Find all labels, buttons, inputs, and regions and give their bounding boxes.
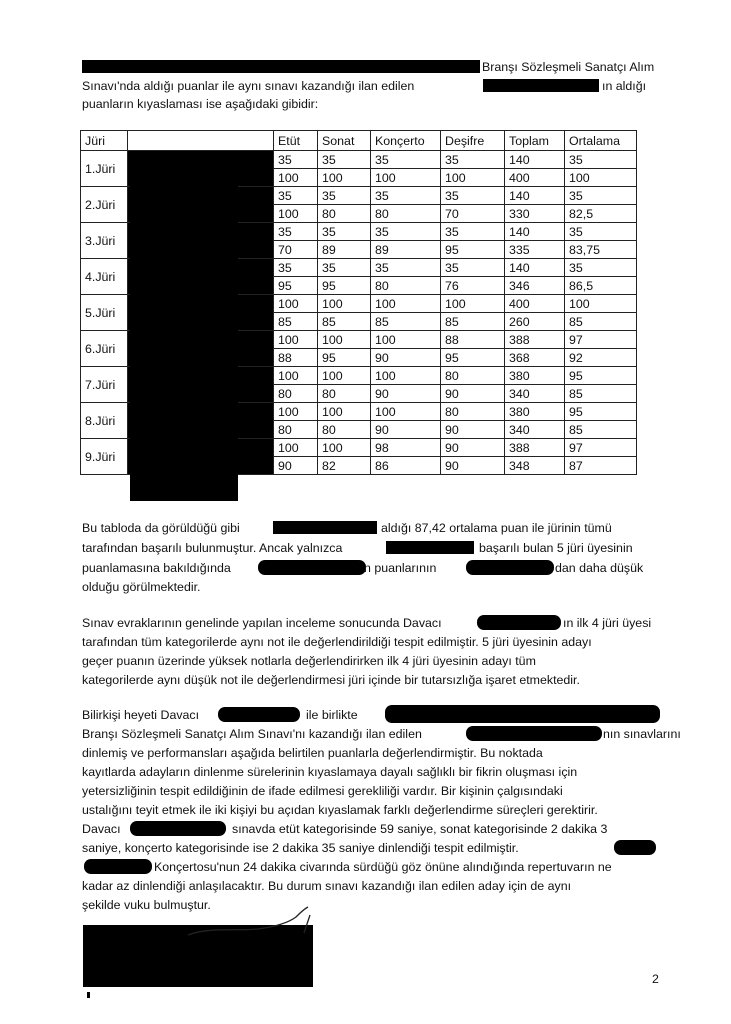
table-header-row: [81, 131, 637, 151]
redaction-block: [483, 79, 599, 92]
score-cell-ortalama: 87: [565, 457, 637, 475]
header-juror: Jüri: [81, 131, 128, 151]
score-cell-desifre: 90: [441, 385, 505, 403]
score-cell-toplam: 388: [505, 439, 565, 457]
redaction-block: [614, 840, 656, 855]
p1-line-1b: aldığı 87,42 ortalama puan ile jürinin tümü: [381, 521, 612, 535]
score-cell-concerto: 35: [371, 151, 441, 169]
juror-label: 2.Jüri: [81, 187, 128, 223]
score-cell-concerto: 35: [371, 187, 441, 205]
score-cell-sonat: 89: [318, 241, 371, 259]
score-cell-desifre: 95: [441, 241, 505, 259]
score-cell-desifre: 85: [441, 313, 505, 331]
score-cell-etut: 35: [274, 187, 318, 205]
score-cell-desifre: 95: [441, 349, 505, 367]
score-cell-toplam: 400: [505, 169, 565, 187]
score-cell-concerto: 80: [371, 205, 441, 223]
score-cell-ortalama: 85: [565, 385, 637, 403]
score-cell-etut: 100: [274, 205, 318, 223]
p1-line-3c: dan daha düşük: [555, 561, 644, 575]
p1-line-2b: başarılı bulan 5 jüri üyesinin: [479, 541, 633, 555]
p3-line-11: şekilde vuku bulmuştur.: [82, 898, 211, 912]
score-cell-toplam: 335: [505, 241, 565, 259]
score-cell-desifre: 80: [441, 403, 505, 421]
intro-line-3: puanların kıyaslaması ise aşağıdaki gibidir:: [82, 97, 319, 111]
score-cell-toplam: 368: [505, 349, 565, 367]
score-cell-toplam: 346: [505, 277, 565, 295]
score-cell-sonat: 100: [318, 331, 371, 349]
score-cell-toplam: 400: [505, 295, 565, 313]
juror-label: 9.Jüri: [81, 439, 128, 475]
score-cell-toplam: 348: [505, 457, 565, 475]
page-number: 2: [652, 972, 659, 986]
score-cell-desifre: 70: [441, 205, 505, 223]
p3-line-7a: Davacı: [82, 822, 121, 836]
score-cell-ortalama: 92: [565, 349, 637, 367]
score-cell-ortalama: 82,5: [565, 205, 637, 223]
score-cell-sonat: 35: [318, 223, 371, 241]
score-cell-etut: 35: [274, 151, 318, 169]
score-cell-sonat: 100: [318, 295, 371, 313]
juror-label: 1.Jüri: [81, 151, 128, 187]
score-cell-concerto: 90: [371, 421, 441, 439]
score-cell-toplam: 380: [505, 403, 565, 421]
score-cell-toplam: 388: [505, 331, 565, 349]
score-cell-ortalama: 95: [565, 403, 637, 421]
score-cell-sonat: 82: [318, 457, 371, 475]
score-cell-concerto: 85: [371, 313, 441, 331]
intro-line-2b: ın aldığı: [602, 79, 647, 93]
redaction-block: [386, 541, 474, 554]
score-cell-ortalama: 97: [565, 331, 637, 349]
score-cell-etut: 100: [274, 403, 318, 421]
score-cell-sonat: 35: [318, 151, 371, 169]
score-cell-concerto: 100: [371, 295, 441, 313]
score-cell-etut: 80: [274, 421, 318, 439]
p3-line-10: kadar az dinlendiği anlaşılacaktır. Bu durum sınavı kazandığı ilan edilen aday için de aynı: [82, 879, 572, 893]
score-cell-sonat: 100: [318, 403, 371, 421]
score-cell-ortalama: 100: [565, 295, 637, 313]
score-cell-ortalama: 35: [565, 151, 637, 169]
p2-line-1b: ın ilk 4 jüri üyesi: [563, 616, 652, 630]
p2-line-3: geçer puanın üzerinde yüksek notlarla değerlendirirken ilk 4 jüri üyesinin adayı tüm: [82, 654, 536, 668]
header-desifre: Deşifre: [441, 131, 505, 151]
score-cell-toplam: 260: [505, 313, 565, 331]
score-cell-sonat: 80: [318, 385, 371, 403]
score-cell-etut: 80: [274, 385, 318, 403]
score-cell-ortalama: 85: [565, 313, 637, 331]
redaction-block: [258, 560, 366, 575]
juror-label: 4.Jüri: [81, 259, 128, 295]
handwritten-signature: [178, 905, 328, 945]
score-cell-concerto: 100: [371, 367, 441, 385]
page-mark: [87, 992, 90, 998]
score-cell-ortalama: 83,75: [565, 241, 637, 259]
juror-label: 6.Jüri: [81, 331, 128, 367]
score-cell-sonat: 95: [318, 277, 371, 295]
score-cell-toplam: 340: [505, 385, 565, 403]
redaction-block: [130, 821, 226, 836]
score-cell-toplam: 330: [505, 205, 565, 223]
score-cell-etut: 35: [274, 223, 318, 241]
score-cell-desifre: 35: [441, 151, 505, 169]
p3-line-1b: ile birlikte: [306, 708, 358, 722]
p1-line-3b: n puanlarının: [364, 561, 437, 575]
header-concerto: Konçerto: [371, 131, 441, 151]
score-cell-toplam: 140: [505, 187, 565, 205]
redaction-block: [466, 560, 554, 575]
redaction-block: [273, 521, 377, 534]
score-cell-desifre: 88: [441, 331, 505, 349]
score-cell-desifre: 80: [441, 367, 505, 385]
redaction-column: [130, 153, 238, 501]
redaction-block: [466, 726, 602, 741]
p3-line-6: ustalığını teyit etmek ile iki kişiyi bu açıdan kıyaslamak farklı değerlendirme süreçleri gerektirir.: [82, 803, 598, 817]
score-cell-desifre: 35: [441, 223, 505, 241]
header-etut: Etüt: [274, 131, 318, 151]
p2-line-4: kategorilerde aynı düşük not ile değerlendirmesi jüri içinde bir tutarsızlığa işaret etmektedir.: [82, 673, 580, 687]
juror-label: 3.Jüri: [81, 223, 128, 259]
score-cell-sonat: 100: [318, 169, 371, 187]
score-cell-etut: 95: [274, 277, 318, 295]
score-cell-etut: 35: [274, 259, 318, 277]
score-cell-toplam: 340: [505, 421, 565, 439]
score-cell-toplam: 380: [505, 367, 565, 385]
score-cell-ortalama: 95: [565, 367, 637, 385]
header-toplam: Toplam: [505, 131, 565, 151]
p3-line-8: saniye, konçerto kategorisinde ise 2 dakika 35 saniye dinlendiği tespit edilmiştir.: [82, 841, 519, 855]
header-ortalama: Ortalama: [565, 131, 637, 151]
juror-label: 7.Jüri: [81, 367, 128, 403]
score-cell-sonat: 80: [318, 421, 371, 439]
score-cell-ortalama: 86,5: [565, 277, 637, 295]
score-cell-concerto: 90: [371, 349, 441, 367]
score-cell-etut: 100: [274, 331, 318, 349]
score-cell-etut: 100: [274, 439, 318, 457]
redaction-block: [218, 707, 300, 722]
p3-line-2a: Branşı Sözleşmeli Sanatçı Alım Sınavı'nı kazandığı ilan edilen: [82, 727, 422, 741]
score-cell-concerto: 98: [371, 439, 441, 457]
score-cell-ortalama: 35: [565, 223, 637, 241]
score-cell-desifre: 90: [441, 421, 505, 439]
p3-line-7b: sınavda etüt kategorisinde 59 saniye, sonat kategorisinde 2 dakika 3: [232, 822, 608, 836]
score-cell-etut: 100: [274, 367, 318, 385]
juror-label: 8.Jüri: [81, 403, 128, 439]
score-cell-sonat: 100: [318, 439, 371, 457]
score-cell-toplam: 140: [505, 259, 565, 277]
score-cell-toplam: 140: [505, 151, 565, 169]
juror-label: 5.Jüri: [81, 295, 128, 331]
p3-line-9: Konçertosu'nun 24 dakika civarında sürdüğü göz önüne alındığında repertuvarın ne: [154, 860, 612, 874]
score-cell-etut: 90: [274, 457, 318, 475]
score-cell-etut: 88: [274, 349, 318, 367]
score-cell-concerto: 86: [371, 457, 441, 475]
score-cell-concerto: 89: [371, 241, 441, 259]
score-cell-desifre: 90: [441, 439, 505, 457]
score-cell-sonat: 85: [318, 313, 371, 331]
score-cell-etut: 85: [274, 313, 318, 331]
redaction-block: [84, 859, 152, 874]
header-sonat: Sonat: [318, 131, 371, 151]
score-cell-concerto: 100: [371, 403, 441, 421]
score-cell-concerto: 35: [371, 223, 441, 241]
score-cell-desifre: 90: [441, 457, 505, 475]
score-cell-desifre: 100: [441, 295, 505, 313]
score-cell-sonat: 35: [318, 187, 371, 205]
score-cell-desifre: 100: [441, 169, 505, 187]
score-cell-ortalama: 35: [565, 259, 637, 277]
score-cell-ortalama: 100: [565, 169, 637, 187]
score-cell-desifre: 76: [441, 277, 505, 295]
score-cell-sonat: 95: [318, 349, 371, 367]
p3-line-3: dinlemiş ve performansları aşağıda belirtilen puanlarla değerlendirmiştir. Bu noktada: [82, 746, 543, 760]
p3-line-5: yetersizliğinin tespit edildiğinin de ifade edilmesi gerekliliği vardır. Bir kişinin çalgısındaki: [82, 784, 563, 798]
p3-line-1a: Bilirkişi heyeti Davacı: [82, 708, 200, 722]
intro-line-1: Branşı Sözleşmeli Sanatçı Alım: [482, 60, 655, 74]
score-cell-concerto: 35: [371, 259, 441, 277]
p2-line-1a: Sınav evraklarının genelinde yapılan inceleme sonucunda Davacı: [82, 616, 442, 630]
score-cell-ortalama: 85: [565, 421, 637, 439]
p3-line-2b: nın sınavlarını: [603, 727, 681, 741]
score-cell-etut: 70: [274, 241, 318, 259]
intro-line-2a: Sınavı'nda aldığı puanlar ile aynı sınavı kazandığı ilan edilen: [82, 79, 415, 93]
score-cell-toplam: 140: [505, 223, 565, 241]
score-cell-ortalama: 35: [565, 187, 637, 205]
redaction-block: [385, 705, 660, 723]
score-cell-desifre: 35: [441, 187, 505, 205]
score-cell-desifre: 35: [441, 259, 505, 277]
redaction-block: [477, 615, 561, 630]
score-cell-sonat: 100: [318, 367, 371, 385]
score-cell-sonat: 35: [318, 259, 371, 277]
p2-line-2: tarafından tüm kategorilerde aynı not ile değerlendirildiği tespit edilmiştir. 5 jüri üyesinin adayı: [82, 635, 592, 649]
score-cell-concerto: 80: [371, 277, 441, 295]
score-cell-ortalama: 97: [565, 439, 637, 457]
score-cell-sonat: 80: [318, 205, 371, 223]
p1-line-4: olduğu görülmektedir.: [82, 580, 201, 594]
score-cell-etut: 100: [274, 295, 318, 313]
score-cell-etut: 100: [274, 169, 318, 187]
score-cell-concerto: 90: [371, 385, 441, 403]
p1-line-1a: Bu tabloda da görüldüğü gibi: [82, 521, 240, 535]
score-cell-concerto: 100: [371, 169, 441, 187]
redaction-block: [82, 60, 480, 73]
p1-line-3a: puanlamasına bakıldığında: [82, 561, 231, 575]
p3-line-4: kayıtlarda adayların dinlenme sürelerinin kıyaslamaya dayalı sağlıklı bir fikrin oluşması için: [82, 765, 578, 779]
p1-line-2a: tarafından başarılı bulunmuştur. Ancak yalnızca: [82, 541, 343, 555]
score-cell-concerto: 100: [371, 331, 441, 349]
header-blank: [128, 131, 274, 151]
